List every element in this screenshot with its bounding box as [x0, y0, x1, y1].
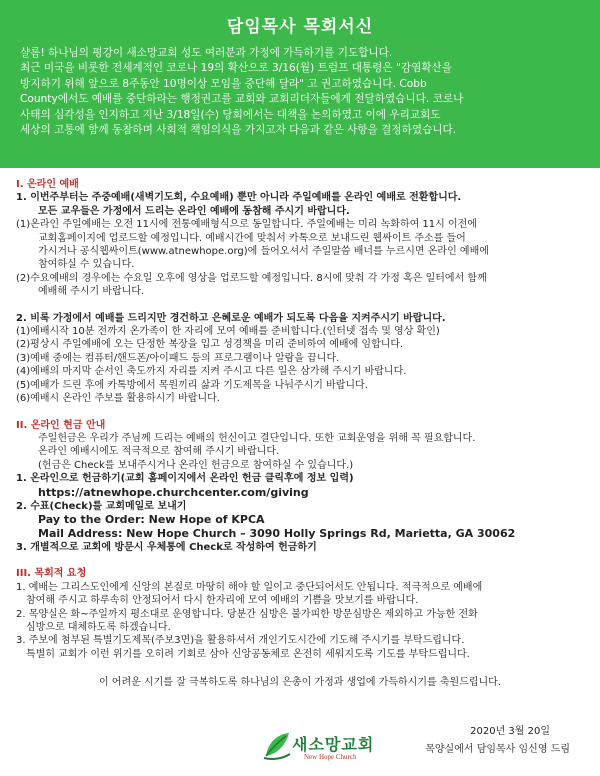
worship-rule: (6)예배시 온라인 주보를 활용하시기 바랍니다.: [16, 393, 220, 405]
worship-detail-line: 가시거나 공식웹싸이트(www.atnewhope.org)에 들어오셔서 주일말씀 배너를 누르시면 온라인 예배에: [38, 246, 489, 258]
worship-detail-line: 교회홈페이지에 업로드할 예정입니다. 예배시간에 맞춰서 카톡으로 보내드린 웹싸이트 주소를 들어: [38, 232, 466, 244]
logo-text: 새소망교회: [292, 735, 375, 754]
header-banner: [0, 0, 600, 168]
mail-address-line: Mail Address: New Hope Church – 3090 Holly Springs Rd, Marietta, GA 30062: [38, 526, 516, 540]
worship-rule: (3)예배 중에는 컴퓨터/핸드폰/아이패드 등의 프로그램이나 알람을 끕니다.: [16, 352, 340, 364]
closing-blessing: 이 어려운 시기를 잘 극복하도록 하나님의 은총이 가정과 생업에 가득하시기를 축원드립니다.: [98, 677, 502, 689]
request-line: 심방으로 대체하도록 하겠습니다.: [26, 621, 171, 633]
intro-line: 방지하기 위해 앞으로 8주동안 10명이상 모임을 중단해 달라" 고 권고하였습니다. Cobb: [20, 77, 427, 90]
leaf-icon: [262, 730, 292, 762]
request-line: 2. 목양실은 화~주일까지 평소대로 운영합니다. 당분간 심방은 불가피한 방문심방은 제외하고 가능한 전화: [16, 608, 478, 620]
intro-line: County에서도 예배를 중단하라는 행정권고를 교회와 교회리더자들에게 전달하였습니다. 코로나: [20, 93, 464, 106]
letter-date: 2020년 3월 20일: [470, 726, 550, 737]
worship-item-1: 1. 이번주부터는 주중예배(새벽기도회, 수요예배) 뿐만 아니라 주일예배를 온라인 예배로 전환합니다.: [16, 192, 462, 204]
worship-detail-line: (1)온라인 주일예배는 오전 11시에 전통예배형식으로 동일합니다. 주일예배는 미리 녹화하여 11시 이전에: [16, 219, 477, 231]
request-line: 특별히 교회가 이런 위기를 오히려 기회로 삼아 신앙공동체로 온전히 세워지도록 기도를 부탁드립니다.: [26, 648, 470, 660]
worship-detail-line: 예배해 주시기 바랍니다.: [38, 286, 145, 298]
giving-url-link[interactable]: https://atnewhope.churchcenter.com/giving: [38, 485, 309, 499]
section-heading-online-worship: I. 온라인 예배: [16, 179, 79, 190]
offering-intro-line: (헌금은 Check를 보내주시거나 온라인 헌금으로 참여하실 수 있습니다.): [38, 459, 354, 471]
worship-item-2: 2. 비록 가정에서 예배를 드리지만 경건하고 은혜로운 예배가 되도록 다음을 지켜주시기 바랍니다.: [16, 312, 446, 324]
intro-line: 샬롬! 하나님의 평강이 새소망교회 성도 여러분과 가정에 가득하기를 기도합니다.: [20, 47, 393, 59]
section-heading-online-offering: II. 온라인 현금 안내: [16, 419, 106, 431]
offering-intro-line: 온라인 예배시에도 적극적으로 참여해 주시기 바랍니다.: [38, 446, 280, 458]
offering-item-1: 1. 온라인으로 헌금하기(교회 홈페이지에서 온라인 헌금 클릭후에 정보 입력): [16, 473, 354, 485]
pay-to-line: Pay to the Order: New Hope of KPCA: [38, 512, 265, 526]
worship-rule: (1)예배시작 10분 전까지 온가족이 한 자리에 모여 예배를 준비합니다.(인터넷 접속 및 영상 확인): [16, 326, 440, 338]
worship-rule: (2)평상시 주일예배에 오는 단정한 복장을 입고 성경책을 미리 준비하여 예배에 임합니다.: [16, 339, 404, 351]
worship-detail-line: 참여하실 수 있습니다.: [38, 259, 135, 271]
offering-item-3: 3. 개별적으로 교회에 방문시 우체통에 Check로 작성하여 헌금하기: [16, 541, 317, 553]
worship-detail-line: (2)수요예배의 경우에는 수요일 오후에 영상을 업로드할 예정입니다. 8시에 맞춰 각 가정 혹은 일터에서 함께: [16, 272, 487, 284]
intro-line: 세상의 고통에 함께 동참하며 사회적 책임의식을 가지고자 다음과 같은 사항을 결정하였습니다.: [20, 124, 457, 137]
worship-item-1-sub: 모든 교우들은 가정에서 드리는 온라인 예배에 동참해 주시기 바랍니다.: [38, 205, 350, 217]
request-line: 참여해 주시고 하루속히 안정되어서 다시 한자리에 모여 예배의 기쁨을 맛보기를 바랍니다.: [26, 595, 419, 607]
request-line: 3. 주보에 첨부된 특별기도제목(주보3면)을 활용하셔서 개인기도시간에 기도해 주시기를 부탁드립니다.: [16, 635, 465, 647]
page-title: 담임목사 목회서신: [226, 17, 374, 37]
offering-intro-line: 주일헌금은 우리가 주님께 드리는 예배의 헌신이고 결단입니다. 또한 교회운영을 위해 꼭 필요합니다.: [38, 432, 476, 444]
worship-rule: (5)예배가 드린 후에 카톡방에서 목원끼리 삶과 기도제목을 나눠주시기 바랍니다.: [16, 379, 368, 391]
request-line: 1. 예배는 그리스도인에게 신앙의 본질로 마땅히 해야 할 일이고 중단되어서도 안됩니다. 적극적으로 예배에: [16, 581, 483, 593]
letter-body: [0, 178, 600, 690]
church-logo: [262, 730, 392, 766]
offering-item-2: 2. 수표(Check)를 교회메일로 보내기: [16, 500, 187, 512]
intro-paragraph: [20, 46, 585, 138]
intro-line: 최근 미국을 비롯한 전세계적인 코로나 19의 확산으로 3/16(월) 트럼프 대통령은 "감염확산을: [20, 62, 453, 75]
signoff: 목양실에서 담임목사 임신영 드림: [425, 744, 570, 755]
worship-rule: (4)예배의 마지막 순서인 축도까지 자리를 지켜 주시고 다른 일은 삼가해 주시기 바랍니다.: [16, 366, 407, 378]
logo-subtext: New Hope Church: [304, 753, 357, 761]
intro-line: 사태의 심각성을 인지하고 지난 3/18일(수) 당회에서는 대책을 논의하였고 이에 우리교회도: [20, 108, 441, 121]
section-heading-pastoral-request: III. 목회적 요청: [16, 568, 87, 580]
